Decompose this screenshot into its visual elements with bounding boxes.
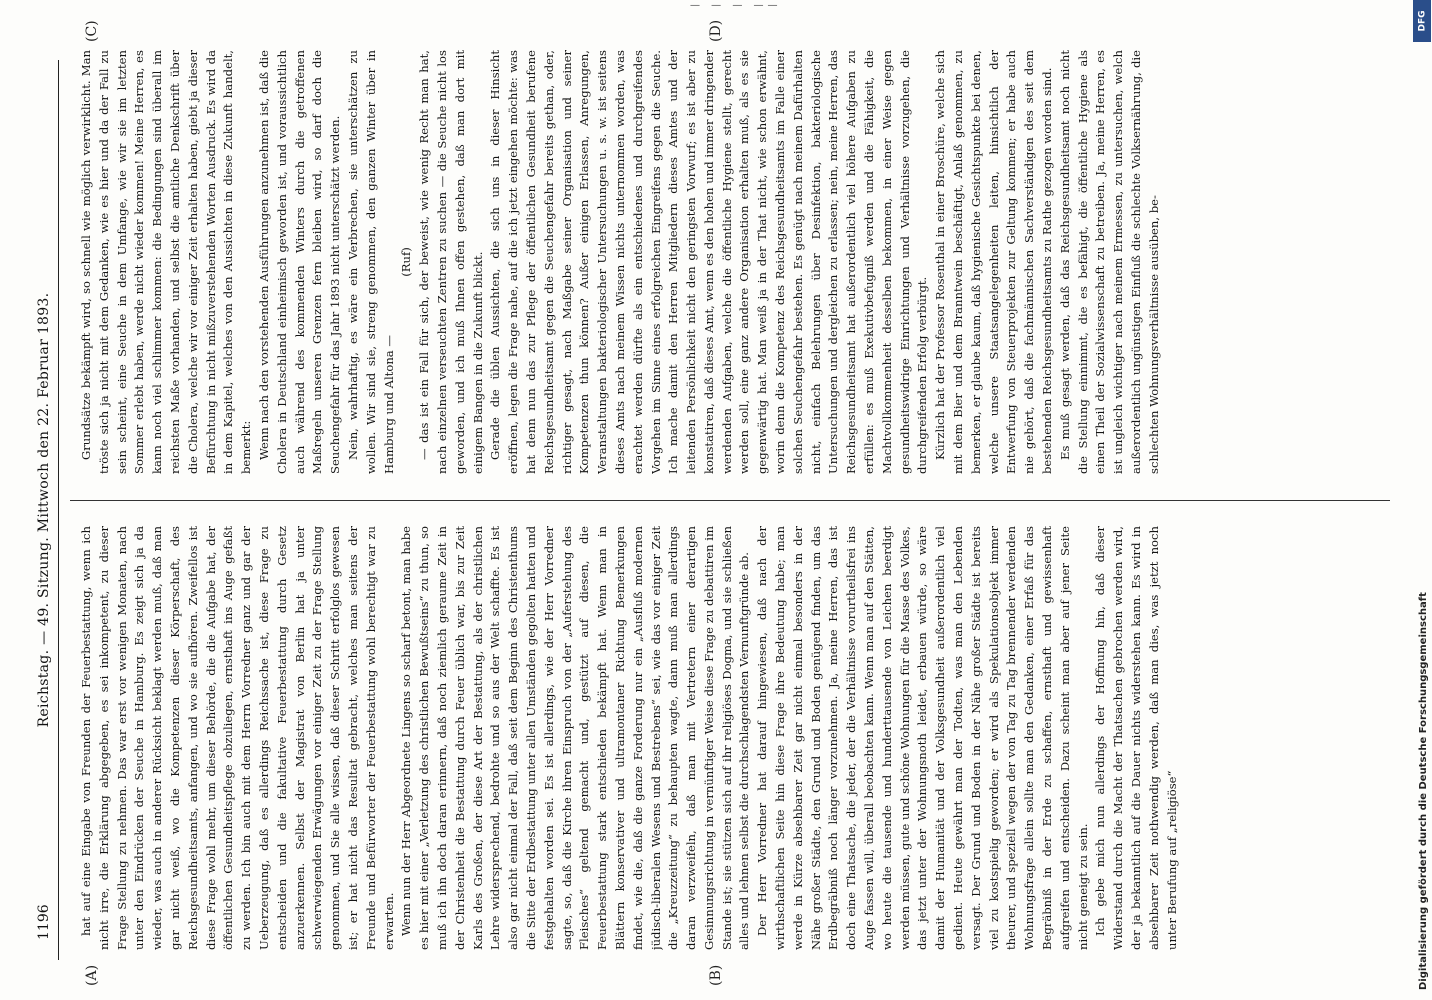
dfg-logo: DFG — [1413, 0, 1431, 42]
page-number: 1196 — [36, 904, 52, 940]
quoted-paragraph: Wenn nach den vorstehenden Ausführungen anzunehmen ist, daß die Cholera in Deutschland einheimisch geworden ist, und voraussichtlich auch während des kommenden Winters durch die getroffenen Maßregeln unseren Grenzen fern bleiben wird, so darf doch die Seuchengefahr für das Jahr 1893 nicht unterschätzt werden. — [256, 50, 343, 474]
margin-marker-d: (D) — [708, 19, 724, 42]
paragraph: Es muß gesagt werden, daß das Reichsgesundheitsamt noch nicht die Stellung einnimmt, die es befähigt, die öffentliche Hygiene als einen Theil der Sozialwissenschaft zu betreiben. Ja, meine Herren, es ist ungleich wichtiger nach meinem Ermessen, zu untersuchen, welch außerordentlich ungünstigen Einfluß die schlechte Volksernährung, die schlechten Wohnungsverhältnisse ausüben, be- — [1057, 50, 1161, 474]
header-rule — [58, 60, 59, 960]
running-title: Reichstag. — 49. Sitzung. Mittwoch den 22. Februar 1893. — [36, 292, 52, 728]
paragraph: Grundsätze bekämpft wird, so schnell wie möglich verwirklicht. Man tröste sich ja nicht mit dem Gedanken, wie es hier und da der Fall zu sein scheint, eine Seuche in dem Umfange, wie wir sie im letzten Sommer erlebt haben, werde nicht wieder kommen! Meine Herren, es kann noch viel schlimmer kommen: die Bedingungen sind überall im reichsten Maße vorhanden, und selbst die amtliche Denkschrift über die Cholera, welche wir vor einiger Zeit erhalten haben, giebt ja dieser Befürchtung in nicht mißzuverstehenden Worten Ausdruck. Es wird da in dem Kapitel, welches von den Aussichten in diese Zukunft handelt, bemerkt: — [79, 50, 254, 474]
interjection: (Ruf) — [399, 247, 414, 277]
column-divider — [70, 500, 1390, 501]
paragraph: Wenn nun der Herr Abgeordnete Lingens so scharf betont, man habe es hier mit einer „Verletzung des christlichen Bewußtseins“ zu thun, so muß ich ihn doch daran erinnern, daß noch ziemlich geraume Zeit in der Christenheit die Bestattung durch Feuer üblich war, bis zur Zeit Karls des Großen, der diese Art der Bestattung, als der christlichen Lehre widersprechend, bedrohte und so aus der Welt schaffte. Es ist also gar nicht einmal der Fall, daß seit dem Beginn des Christenthums die Sitte der Erdbestattung unter allen Umständen gegolten hatten und festgehalten worden sei. Es ist allerdings, wie der Herr Vorredner sagte, so, daß die Kirche ihren Einspruch von der „Auferstehung des Fleisches“ geltend gemacht und, gestützt auf diesen, die Feuerbestattung stark entschieden bekämpft hat. Wenn man in Blättern konservativer und ultramontaner Richtung Bemerkungen findet, wie die, daß die ganze Forderung nur ein „Ausfluß modernen jüdisch-liberalen Wesens und Bestrebens“ sei, wie das vor einiger Zeit die „Kreuzzeitung“ zu behaupten wagte, dann muß man allerdings daran verzweifeln, daß man mit Vertretern einer derartigen Gesinnungsrichtung in vernünftiger Weise diese Frage zu debattiren im Stande ist; sie stützen sich auf ihr religiöses Dogma, und sie schließen alles und lehnen selbst die durchschlagendsten Vernunftgründe ab. — [399, 526, 752, 950]
margin-marker-c: (C) — [84, 20, 100, 42]
right-text-column — [78, 50, 1378, 474]
paragraph: Kürzlich hat der Professor Rosenthal in einer Broschüre, welche sich mit dem Bier und dem Branntwein beschäftigt, Anlaß genommen, zu bemerken, er glaube kaum, daß hygienische Gesichtspunkte bei denen, welche unsere Staatsangelegenheiten leiten, hinsichtlich der Entwerfung von Steuerprojekten zur Geltung kommen; er habe auch nie gehört, daß die fachmännischen Sachverständigen des seit dem bestehenden Reichsgesundheitsamts zu Rathe gezogen worden sind. — [933, 50, 1055, 474]
digitization-credit: Digitalisierung gefördert durch die Deutsche Forschungsgemeinschaft — [1418, 592, 1429, 990]
paragraph: Der Herr Vorredner hat darauf hingewiesen, daß nach der wirthschaftlichen Seite hin diese Frage ihre Bedeutung habe; man werde in Kürze absehbarer Zeit gar nicht einmal besonders in der Nähe großer Städte, den Grund und Boden genügend finden, um das Erdbegräbniß noch länger vorzunehmen. Ja, meine Herren, das ist doch eine Thatsache, die jeder, der die Verhältnisse vorurtheilsfrei ins Auge fassen will, überall beobachten kann. Wenn man auf den Stätten, wo heute die tausende und hunderttausende von Leichen beerdigt werden müssen, gute und schöne Wohnungen für die Masse des Volkes, das jetzt unter der Wohnungsnoth leidet, erbauen würde, so wäre damit der Humanität und der Volksgesundheit außerordentlich viel gedient. Heute gewährt man der Todten, was man den Lebenden versagt. Der Grund und Boden in der Nähe großer Städte ist bereits viel zu kostspielig geworden; er wird als Spekulationsobjekt immer theurer, und speziell wegen der von Tag zu Tag brennender werdenden Wohnungsfrage allein sollte man den Gedanken, einer Erfaß für das Begräbniß in der Erde zu schaffen, ernsthaft und gewissenhaft aufgreifen und entscheiden. Dazu scheint man aber auf jener Seite nicht geneigt zu sein. — [755, 526, 1090, 950]
margin-marker-b: (B) — [708, 964, 724, 986]
paragraph: Nein, wahrhaftig, es wäre ein Verbrechen, sie unterschätzen zu wollen. Wir sind sie, streng genommen, den ganzen Winter über in Hamburg und Altona — — [345, 50, 396, 474]
top-edge-marks: — — — —— — [690, 0, 782, 11]
paragraph: — das ist ein Fall für sich, der beweist, wie wenig Recht man hat, nach einzelnen verseuchten Zentren zu suchen — die Seuche nicht los geworden, und ich muß Ihnen offen gestehen, daß man dort mit einigem Bangen in die Zukunft blickt. — [417, 50, 485, 474]
margin-marker-a: (A) — [84, 964, 100, 986]
page-header — [30, 60, 60, 960]
paragraph: hat auf eine Eingabe von Freunden der Feuerbestattung, wenn ich nicht irre, die Erklärung abgegeben, es sei inkompetent, zu dieser Frage Stellung zu nehmen. Das war erst vor wenigen Monaten, nach unter den Eindrücken der Seuche in Hamburg. Es zeigt sich ja da wieder, was auch in anderer Rücksicht beklagt werden muß, daß man gar nicht weiß, wo die Kompetenzen dieser Körperschaft, des Reichsgesundheitsamts, anfangen, und wo sie aufhören. Zweifellos ist diese Frage wohl mehr, um dieser Behörde, die die Aufgabe hat, der öffentlichen Gesundheitspflege obzuliegen, ernsthaft ins Auge gefaßt zu werden. Ich bin auch mit dem Herrn Vorredner ganz und gar der Ueberzeugung, daß es allerdings Reichssache ist, diese Frage zu entscheiden und die fakultative Feuerbestattung durch Gesetz anzuerkennen. Selbst der Magistrat von Berlin hat ja unter schwerwiegenden Erwägungen vor einiger Zeit zu der Frage Stellung genommen, und Sie alle wissen, daß dieser Schritt erfolglos gewesen ist; er hat nicht das Resultat gebracht, welches man seitens der Freunde und Befürworter der Feuerbestattung wohl berechtigt war zu erwarten. — [79, 526, 396, 950]
paragraph: Gerade die üblen Aussichten, die sich uns in dieser Hinsicht eröffnen, legen die Frage nahe, auf die ich jetzt eingehen möchte: was hat denn nun das zur Pflege der öffentlichen Gesundheit berufene Reichsgesundheitsamt gegen die Seuchengefahr bereits gethan, oder, richtiger gesagt, nach Maßgabe seiner Organisation und seiner Kompetenzen thun können? Außer einigen Erlassen, Anregungen, Veranstaltungen bakteriologischer Untersuchungen u. s. w. ist seitens dieses Amts nach meinem Wissen nichts unternommen worden, was erachtet werden dürfte als ein entschiedenes und durchgreifendes Vorgehen im Sinne eines erfolgreichen Eingreifens gegen die Seuche. Ich mache damit den Herren Mitgliedern dieses Amtes und der leitenden Persönlichkeit nicht den geringsten Vorwurf; es ist aber zu konstatiren, daß dieses Amt, wenn es den hohen und immer dringender werdenden Aufgaben, welche die öffentliche Hygiene stellt, gerecht werden soll, eine ganz andere Organisation erhalten muß, als es sie gegenwärtig hat. Man weiß ja in der That nicht, wie schon erwähnt, worin denn die Kompetenz des Reichsgesundheitsamts im Falle einer solchen Seuchengefahr bestehen. Es genügt nach meinem Dafürhalten nicht, einfach Belehrungen über Desinfektion, bakteriologische Untersuchungen und dergleichen zu erlassen; nein, meine Herren, das Reichsgesundheitsamt hat außerordentlich viel höhere Aufgaben zu erfüllen: es muß Exekutivbefugniß werden und die Fähigkeit, die Machtvollkommenheit desselben bekommen, in einer Weise gegen gesundheitswidrige Einrichtungen und Verhältnisse vorzugehen, die durchgreifenden Erfolg verbürgt. — [488, 50, 930, 474]
left-text-column — [78, 526, 1388, 950]
paragraph: Ich gebe mich nun allerdings der Hoffnung hin, daß dieser Widerstand durch die Macht der Thatsachen gebrochen werden wird, der ja bekanntlich auf die Dauer nichts widerstehen kann. Es wird in absehbarer Zeit nothwendig werden, daß man dies, was jetzt noch unter Berufung auf „religiöse“ — [1093, 526, 1179, 950]
